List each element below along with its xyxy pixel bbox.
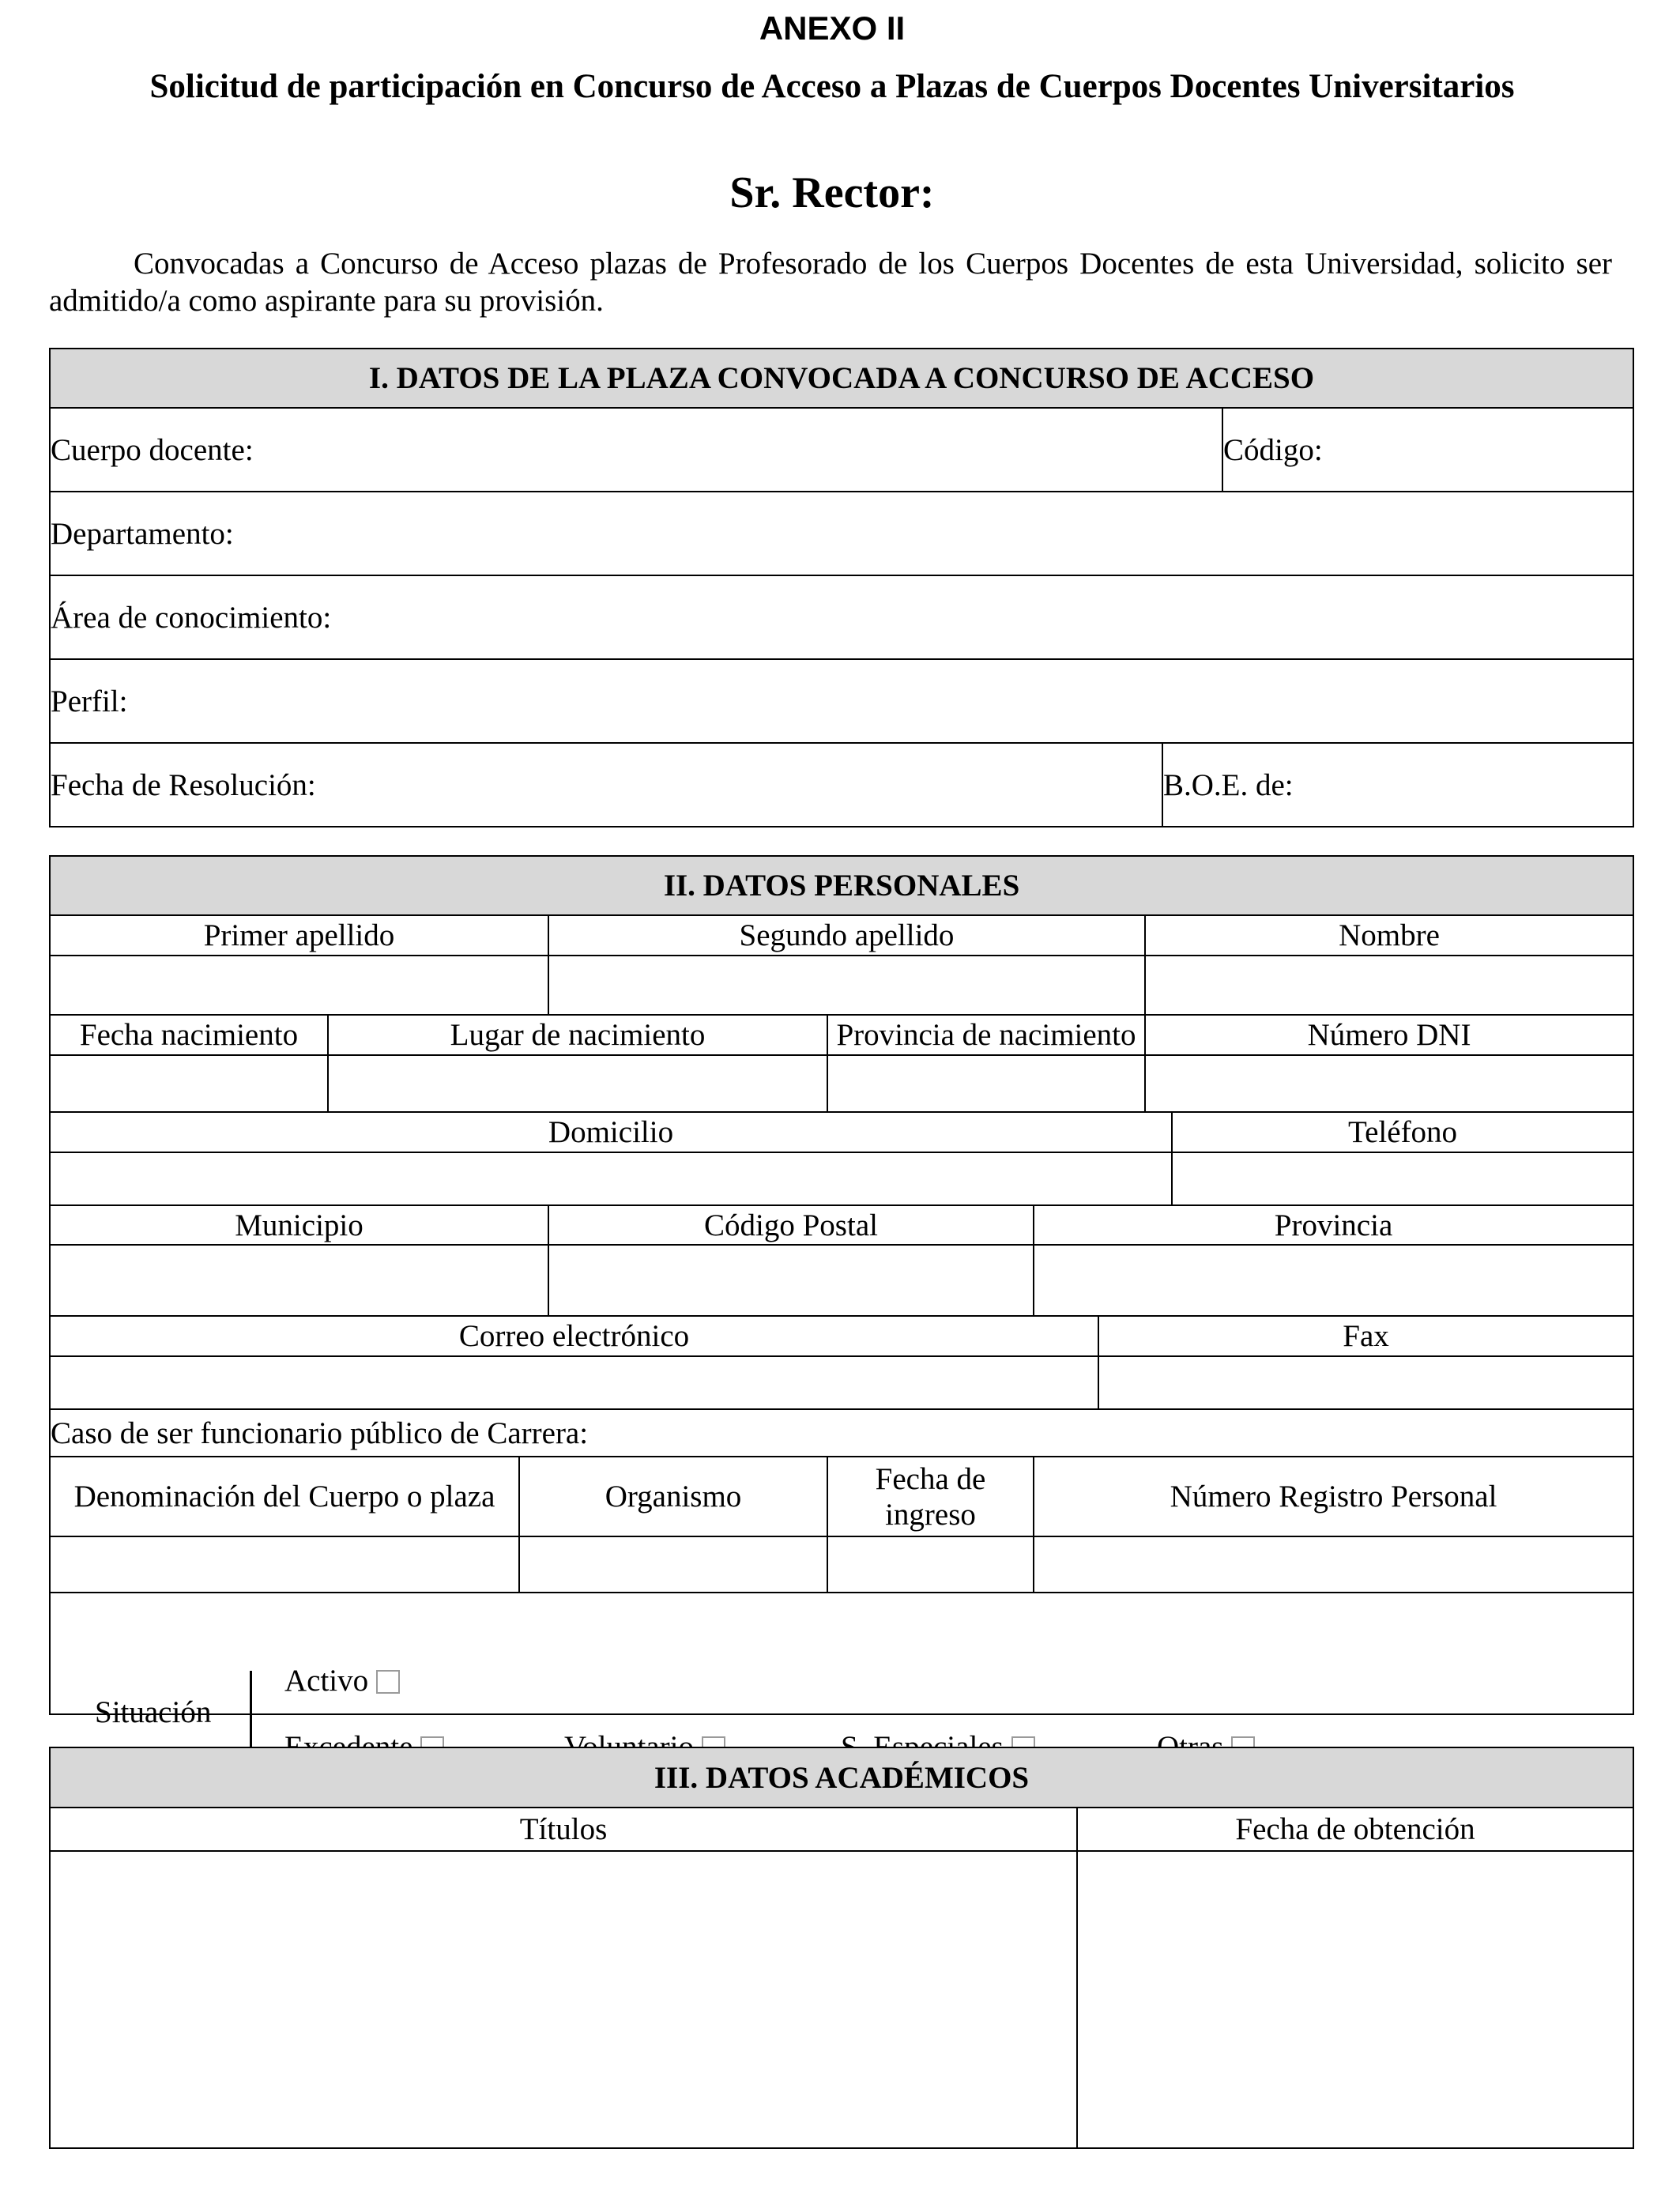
fecha-resolucion-field[interactable]: Fecha de Resolución:	[50, 743, 1162, 827]
dni-input[interactable]	[1145, 1055, 1633, 1112]
fecha-ingreso-input[interactable]	[827, 1536, 1034, 1593]
annex-title: ANEXO II	[759, 9, 906, 47]
provincia-nacimiento-input[interactable]	[827, 1055, 1145, 1112]
activo-option[interactable]	[284, 1663, 400, 1698]
segundo-apellido-input[interactable]	[548, 956, 1145, 1015]
fecha-obtencion-label: Fecha de obtención	[1077, 1808, 1633, 1851]
section-plaza-header: I. DATOS DE LA PLAZA CONVOCADA A CONCURSO DE ACCESO	[50, 349, 1633, 408]
municipio-label: Municipio	[50, 1205, 548, 1245]
activo-checkbox[interactable]	[376, 1670, 400, 1694]
fecha-nacimiento-label: Fecha nacimiento	[50, 1015, 328, 1055]
dni-label: Número DNI	[1145, 1015, 1633, 1055]
activo-label: Activo	[284, 1664, 369, 1698]
titulos-label: Títulos	[50, 1808, 1077, 1851]
fecha-nacimiento-input[interactable]	[50, 1055, 328, 1112]
registro-personal-input[interactable]	[1034, 1536, 1633, 1593]
domicilio-label: Domicilio	[50, 1112, 1172, 1152]
fecha-ingreso-label: Fecha de ingreso	[827, 1457, 1034, 1536]
lugar-nacimiento-input[interactable]	[328, 1055, 827, 1112]
funcionario-label: Caso de ser funcionario público de Carrera:	[50, 1409, 1633, 1457]
provincia-nacimiento-label: Provincia de nacimiento	[827, 1015, 1145, 1055]
section-academic-header: III. DATOS ACADÉMICOS	[50, 1747, 1633, 1808]
municipio-input[interactable]	[50, 1245, 548, 1316]
form-subtitle: Solicitud de participación en Concurso de Acceso a Plazas de Cuerpos Docentes Universitarios	[149, 68, 1515, 105]
provincia-input[interactable]	[1034, 1245, 1633, 1316]
codigo-postal-input[interactable]	[548, 1245, 1034, 1316]
section-personal-table	[49, 855, 1634, 1729]
fax-label: Fax	[1098, 1316, 1633, 1356]
provincia-label: Provincia	[1034, 1205, 1633, 1245]
area-conocimiento-field[interactable]: Área de conocimiento:	[50, 575, 1633, 659]
fax-input[interactable]	[1098, 1356, 1633, 1409]
departamento-field[interactable]: Departamento:	[50, 492, 1633, 575]
correo-label: Correo electrónico	[50, 1316, 1098, 1356]
section-personal-header: II. DATOS PERSONALES	[50, 856, 1633, 915]
section-academic-table	[49, 1747, 1634, 2149]
intro-paragraph: Convocadas a Concurso de Acceso plazas de Profesorado de los Cuerpos Docentes de esta Universidad, solicito ser admitido/a como aspirante para su provisión.	[49, 247, 1612, 318]
situacion-divider	[250, 1671, 252, 1758]
titulos-input[interactable]	[50, 1851, 1077, 2148]
denominacion-input[interactable]	[50, 1536, 519, 1593]
perfil-field[interactable]: Perfil:	[50, 659, 1633, 743]
denominacion-label: Denominación del Cuerpo o plaza	[50, 1457, 519, 1536]
telefono-label: Teléfono	[1172, 1112, 1633, 1152]
correo-input[interactable]	[50, 1356, 1098, 1409]
telefono-input[interactable]	[1172, 1152, 1633, 1205]
section-plaza-table	[49, 348, 1634, 827]
lugar-nacimiento-label: Lugar de nacimiento	[328, 1015, 827, 1055]
codigo-field[interactable]: Código:	[1222, 408, 1633, 492]
registro-personal-label: Número Registro Personal	[1034, 1457, 1633, 1536]
situacion-label: Situación	[95, 1695, 212, 1729]
organismo-label: Organismo	[519, 1457, 827, 1536]
primer-apellido-input[interactable]	[50, 956, 548, 1015]
cuerpo-docente-field[interactable]: Cuerpo docente:	[50, 408, 1222, 492]
fecha-obtencion-input[interactable]	[1077, 1851, 1633, 2148]
greeting: Sr. Rector:	[729, 168, 935, 217]
organismo-input[interactable]	[519, 1536, 827, 1593]
codigo-postal-label: Código Postal	[548, 1205, 1034, 1245]
domicilio-input[interactable]	[50, 1152, 1172, 1205]
boe-field[interactable]: B.O.E. de:	[1162, 743, 1633, 827]
segundo-apellido-label: Segundo apellido	[548, 915, 1145, 956]
nombre-input[interactable]	[1145, 956, 1633, 1015]
situacion-row	[50, 1593, 1633, 1729]
primer-apellido-label: Primer apellido	[50, 915, 548, 956]
nombre-label: Nombre	[1145, 915, 1633, 956]
